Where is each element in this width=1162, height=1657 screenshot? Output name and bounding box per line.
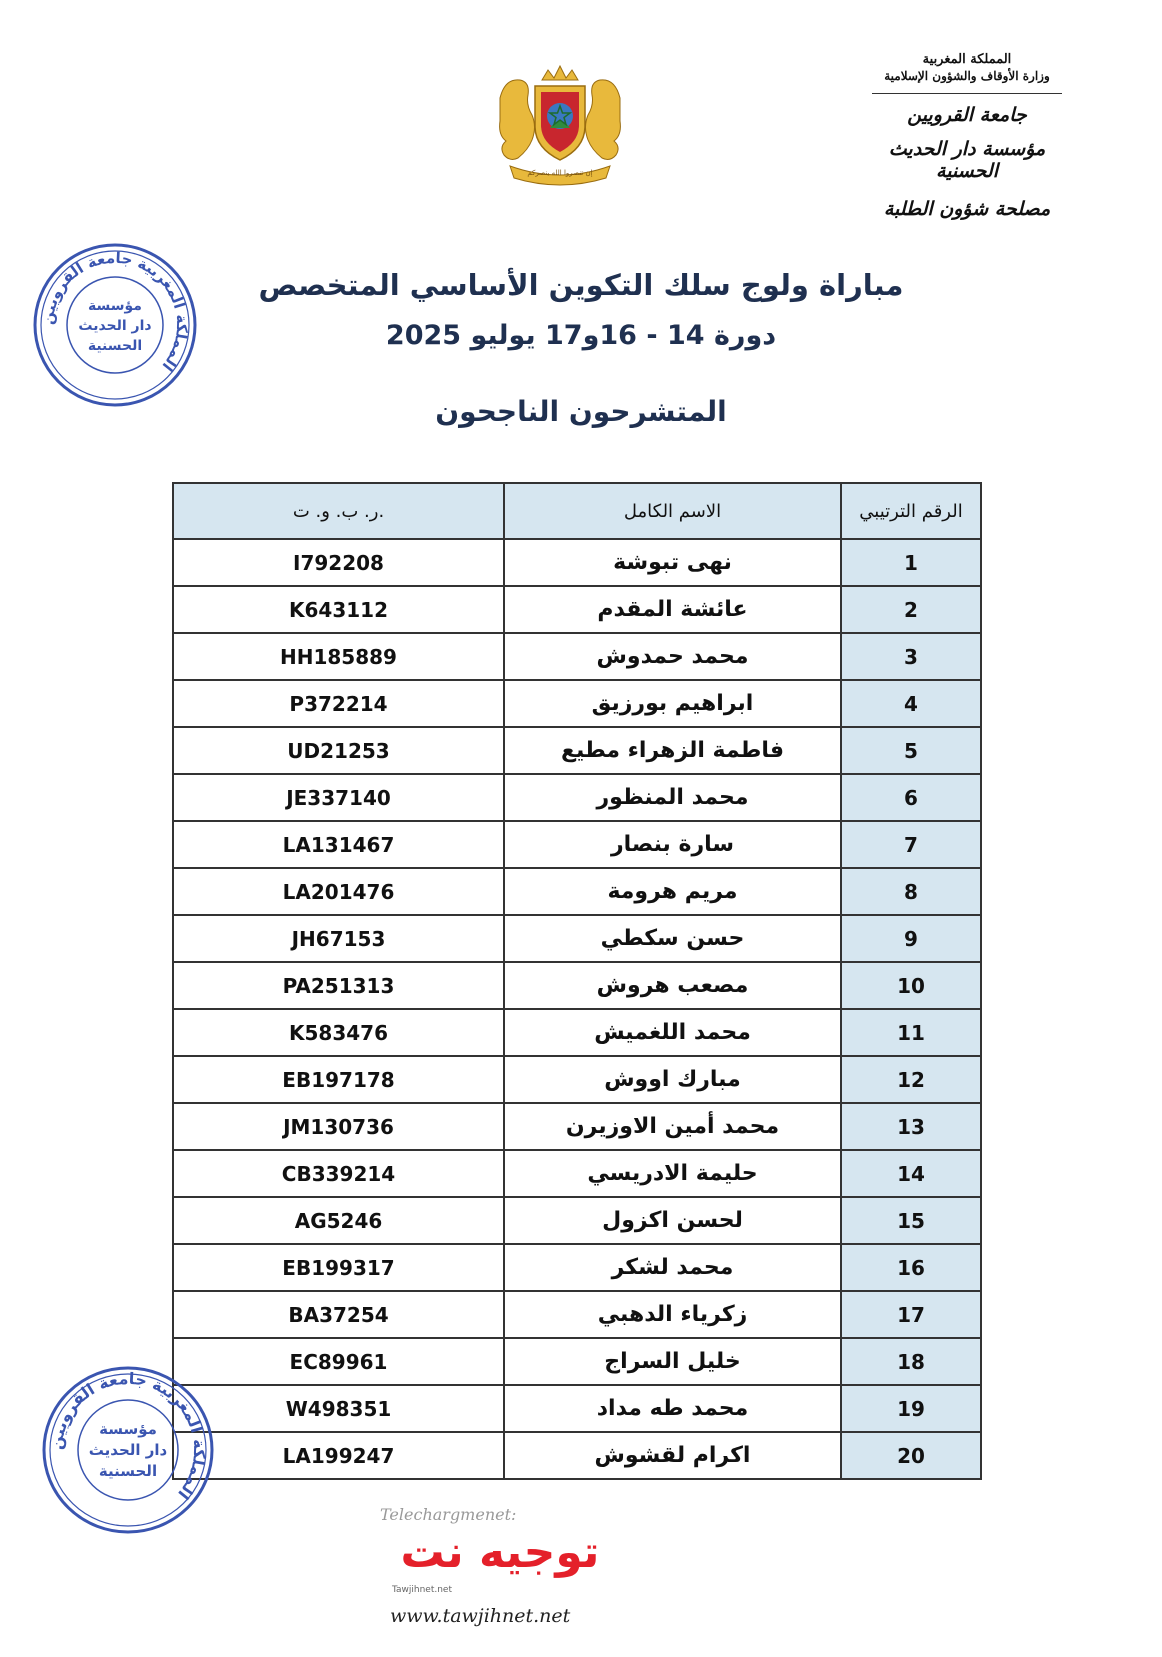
university-line: جامعة القرويين [907, 104, 1027, 126]
table-row [173, 539, 981, 586]
stamp-ring-text: المملكة المغربية جامعة القرويين [46, 1368, 210, 1504]
institution-line: مؤسسة دار الحديث الحسنية [888, 138, 1046, 182]
rank-cell: 18 [841, 1338, 981, 1385]
name-cell: حليمة الادريسي [504, 1150, 841, 1197]
stamp-center-line-2: دار الحديث [78, 318, 152, 334]
rank-cell: 1 [841, 539, 981, 586]
name-cell: مصعب هروش [504, 962, 841, 1009]
id-number-cell: LA199247 [173, 1432, 504, 1479]
kingdom-line: المملكة المغربية [922, 52, 1012, 67]
results-subtitle: المتشرحون الناجحون [435, 395, 727, 428]
stamp-center-line-1: مؤسسة [88, 298, 142, 314]
rank-cell: 13 [841, 1103, 981, 1150]
header-full-name: الاسم الكامل [504, 483, 841, 539]
watermark-logo-caption: Tawjihnet.net [392, 1585, 452, 1595]
watermark-url[interactable]: www.tawjihnet.net [390, 1605, 571, 1627]
table-row [173, 915, 981, 962]
name-cell: حسن سكطي [504, 915, 841, 962]
name-cell: محمد طه مداد [504, 1385, 841, 1432]
table-row [173, 680, 981, 727]
rank-cell: 20 [841, 1432, 981, 1479]
name-cell: لحسن اكزول [504, 1197, 841, 1244]
rank-cell: 9 [841, 915, 981, 962]
letterhead [857, 52, 1077, 220]
stamp-center-line-3: الحسنية [98, 1462, 158, 1480]
table-row [173, 1385, 981, 1432]
id-number-cell: EB197178 [173, 1056, 504, 1103]
name-cell: محمد اللغميش [504, 1009, 841, 1056]
coat-of-arms-icon [490, 58, 630, 188]
rank-cell: 2 [841, 586, 981, 633]
institution-stamp-bottom [38, 1360, 218, 1540]
rank-cell: 7 [841, 821, 981, 868]
table-row [173, 1103, 981, 1150]
id-number-cell: JE337140 [173, 774, 504, 821]
stamp-center-line-3: الحسنية [87, 338, 143, 354]
name-cell: محمد المنظور [504, 774, 841, 821]
id-number-cell: JH67153 [173, 915, 504, 962]
table-row [173, 1150, 981, 1197]
page-title: مباراة ولوج سلك التكوين الأساسي المتخصص [258, 268, 904, 302]
id-number-cell: I792208 [173, 539, 504, 586]
rank-cell: 6 [841, 774, 981, 821]
table-row [173, 1291, 981, 1338]
name-cell: ابراهيم بورزيق [504, 680, 841, 727]
id-number-cell: EB199317 [173, 1244, 504, 1291]
id-number-cell: W498351 [173, 1385, 504, 1432]
watermark-label: Telechargmenet: [380, 1505, 517, 1524]
rank-cell: 14 [841, 1150, 981, 1197]
name-cell: عائشة المقدم [504, 586, 841, 633]
id-number-cell: LA131467 [173, 821, 504, 868]
id-number-cell: K583476 [173, 1009, 504, 1056]
rank-cell: 10 [841, 962, 981, 1009]
id-number-cell: BA37254 [173, 1291, 504, 1338]
name-cell: سارة بنصار [504, 821, 841, 868]
rank-cell: 19 [841, 1385, 981, 1432]
table-row [173, 774, 981, 821]
table-row [173, 586, 981, 633]
table-row [173, 633, 981, 680]
rank-cell: 4 [841, 680, 981, 727]
table-row [173, 727, 981, 774]
letterhead-divider [872, 93, 1062, 94]
rank-cell: 12 [841, 1056, 981, 1103]
table-row [173, 962, 981, 1009]
table-row [173, 1009, 981, 1056]
table-row [173, 1197, 981, 1244]
name-cell: مبارك اووش [504, 1056, 841, 1103]
id-number-cell: HH185889 [173, 633, 504, 680]
name-cell: مريم هرومة [504, 868, 841, 915]
table-row [173, 868, 981, 915]
id-number-cell: UD21253 [173, 727, 504, 774]
rank-cell: 15 [841, 1197, 981, 1244]
id-number-cell: JM130736 [173, 1103, 504, 1150]
rank-cell: 11 [841, 1009, 981, 1056]
header-id-number: ر. ب. و. ت. [173, 483, 504, 539]
results-table [172, 482, 982, 1480]
stamp-center-line-2: دار الحديث [88, 1441, 168, 1459]
table-row [173, 1244, 981, 1291]
rank-cell: 3 [841, 633, 981, 680]
watermark-logo: توجيه نت [400, 1527, 600, 1578]
site-watermark [380, 1505, 640, 1635]
table-row [173, 1432, 981, 1479]
department-line: مصلحة شؤون الطلبة [883, 198, 1051, 220]
rank-cell: 16 [841, 1244, 981, 1291]
ministry-line: وزارة الأوقاف والشؤون الإسلامية [884, 69, 1050, 83]
id-number-cell: CB339214 [173, 1150, 504, 1197]
rank-cell: 8 [841, 868, 981, 915]
name-cell: محمد أمين الاوزيرن [504, 1103, 841, 1150]
session-dates: دورة 14 - 16و17 يوليو 2025 [385, 320, 777, 351]
id-number-cell: P372214 [173, 680, 504, 727]
name-cell: محمد لشكر [504, 1244, 841, 1291]
name-cell: زكرياء الدهبي [504, 1291, 841, 1338]
id-number-cell: K643112 [173, 586, 504, 633]
header-rank: الرقم الترتيبي [841, 483, 981, 539]
table-row [173, 1056, 981, 1103]
name-cell: اكرام لقشوش [504, 1432, 841, 1479]
id-number-cell: LA201476 [173, 868, 504, 915]
emblem-motto: إن تنصروا الله ينصركم [527, 169, 593, 177]
rank-cell: 17 [841, 1291, 981, 1338]
name-cell: خليل السراج [504, 1338, 841, 1385]
table-row [173, 1338, 981, 1385]
id-number-cell: AG5246 [173, 1197, 504, 1244]
stamp-ring-text: المملكة المغربية جامعة القرويين [38, 248, 192, 375]
name-cell: محمد حمدوش [504, 633, 841, 680]
name-cell: نهى تبوشة [504, 539, 841, 586]
id-number-cell: PA251313 [173, 962, 504, 1009]
id-number-cell: EC89961 [173, 1338, 504, 1385]
rank-cell: 5 [841, 727, 981, 774]
stamp-center-line-1: مؤسسة [99, 1420, 157, 1438]
name-cell: فاطمة الزهراء مطيع [504, 727, 841, 774]
table-row [173, 821, 981, 868]
table-header-row [173, 483, 981, 539]
